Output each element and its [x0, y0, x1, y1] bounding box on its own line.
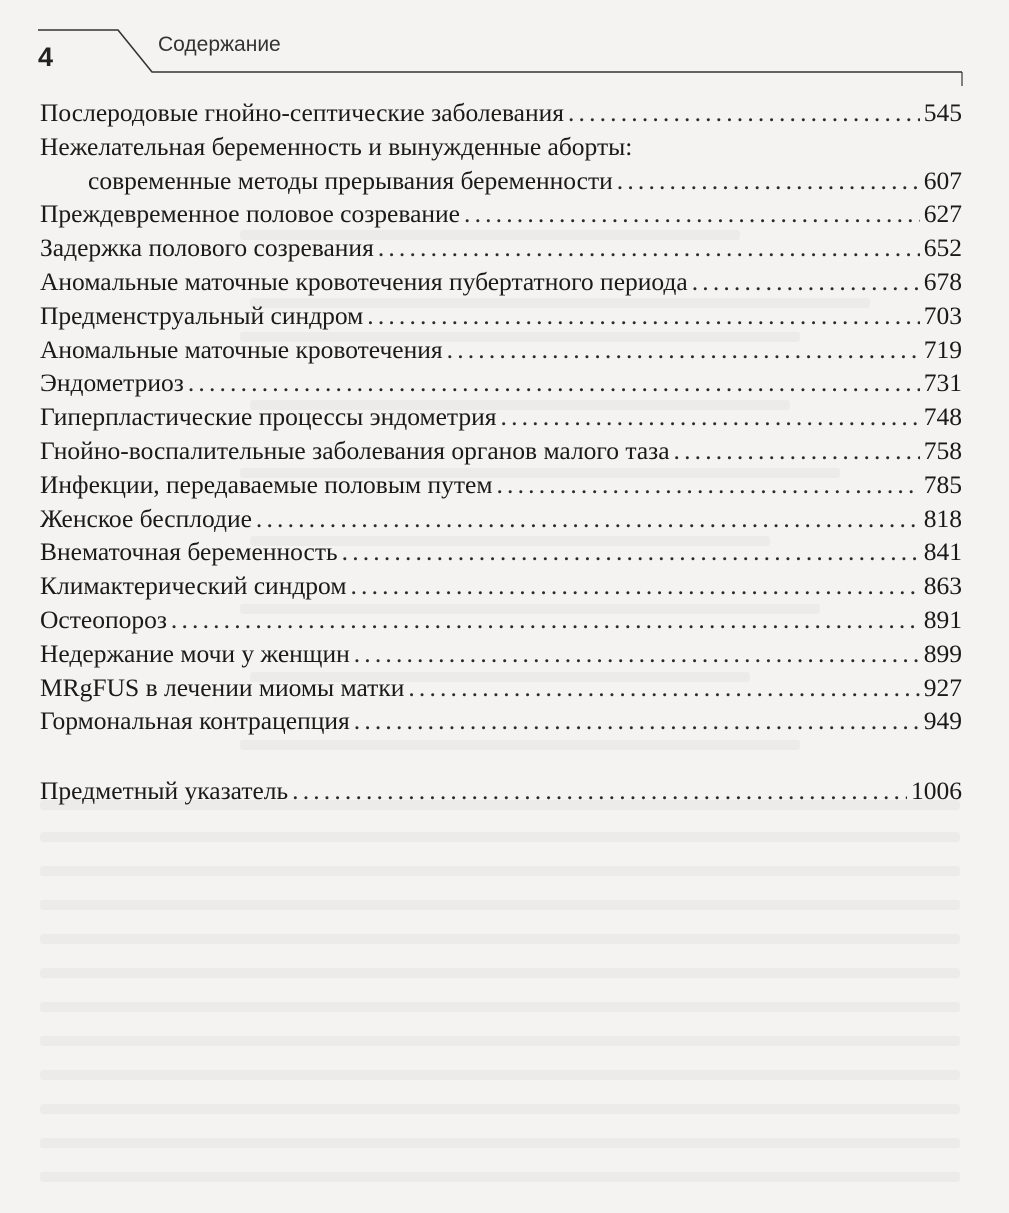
toc-entry-page: 927 — [923, 672, 962, 702]
toc-entry-continuation[interactable] — [40, 164, 962, 198]
toc-entry-page: 863 — [923, 571, 962, 601]
toc-dot-leader — [464, 197, 920, 231]
toc-dot-leader — [256, 502, 920, 536]
toc-entry[interactable] — [40, 603, 962, 637]
toc-entry[interactable] — [40, 468, 962, 502]
toc-entry-page: 1006 — [911, 776, 962, 806]
toc-entry-title: Гнойно-воспалительные заболевания органов малого таза — [40, 435, 670, 465]
toc-dot-leader — [447, 333, 920, 367]
toc-entry[interactable] — [40, 299, 962, 333]
toc-dot-leader — [342, 535, 920, 569]
toc-entry-page: 678 — [923, 266, 962, 296]
header-rule — [0, 0, 1009, 90]
toc-entry-page: 731 — [923, 368, 962, 398]
toc-entry[interactable] — [40, 434, 962, 468]
toc-entry-title: Инфекции, передаваемые половым путем — [40, 469, 493, 499]
toc-entry-title: Аномальные маточные кровотечения пубертатного периода — [40, 266, 688, 296]
toc-entry-page: 703 — [923, 300, 962, 330]
toc-dot-leader — [292, 774, 907, 808]
toc-dot-leader — [354, 637, 920, 671]
toc-entry[interactable] — [40, 366, 962, 400]
toc-entry[interactable] — [40, 197, 962, 231]
toc-entry-page: 607 — [923, 165, 962, 195]
toc-entry-title: Остеопороз — [40, 604, 167, 634]
toc-entry-title: Женское бесплодие — [40, 503, 252, 533]
toc-dot-leader — [350, 569, 919, 603]
toc-spacer — [40, 738, 962, 774]
toc-entry-page: 627 — [923, 199, 962, 229]
toc-entry-title: Гиперпластические процессы эндометрия — [40, 402, 497, 432]
toc-dot-leader — [617, 164, 920, 198]
toc-dot-leader — [171, 603, 920, 637]
toc-entry-page: 652 — [923, 233, 962, 263]
toc-entry[interactable] — [40, 400, 962, 434]
toc-entry-title: Климактерический синдром — [40, 571, 347, 601]
toc-dot-leader — [408, 671, 919, 705]
toc-dot-leader — [188, 366, 920, 400]
toc-entry-title: Внематочная беременность — [40, 537, 338, 567]
toc-dot-leader — [501, 400, 920, 434]
toc-dot-leader — [497, 468, 920, 502]
toc-entry[interactable] — [40, 671, 962, 705]
toc-entry-title: Эндометриоз — [40, 368, 184, 398]
toc-entry[interactable] — [40, 96, 962, 130]
toc-entry-title: Аномальные маточные кровотечения — [40, 334, 443, 364]
toc-entry-title: Гормональная контрацепция — [40, 706, 350, 736]
toc-dot-leader — [354, 704, 920, 738]
toc-entry-title: Предменструальный синдром — [40, 300, 364, 330]
running-head: Содержание — [158, 33, 281, 56]
toc-dot-leader — [674, 434, 920, 468]
toc-dot-leader — [367, 299, 919, 333]
toc-entry-page: 899 — [923, 638, 962, 668]
toc-entry-page: 818 — [923, 503, 962, 533]
toc-dot-leader — [378, 231, 920, 265]
toc-entry-page: 719 — [923, 334, 962, 364]
toc-entry-page: 758 — [923, 435, 962, 465]
toc-entry-page: 891 — [923, 604, 962, 634]
toc-entry[interactable] — [40, 637, 962, 671]
toc-entry-page: 545 — [923, 98, 962, 127]
toc-entry[interactable] — [40, 231, 962, 265]
toc-entry-page: 748 — [923, 402, 962, 432]
toc-entry-title: Преждевременное половое созревание — [40, 199, 461, 229]
toc-entry[interactable] — [40, 704, 962, 738]
toc-entry-title: MRgFUS в лечении миомы матки — [40, 672, 405, 702]
toc-entry-title: современные методы прерывания беременности — [88, 165, 613, 195]
toc-dot-leader — [692, 265, 920, 299]
toc-entry-title: Послеродовые гнойно-септические заболевания — [40, 98, 564, 127]
table-of-contents — [40, 96, 962, 808]
toc-entry[interactable] — [40, 569, 962, 603]
toc-entry-title: Задержка полового созревания — [40, 233, 374, 263]
toc-entry-title: Недержание мочи у женщин — [40, 638, 350, 668]
toc-entry[interactable] — [40, 333, 962, 367]
toc-entry[interactable] — [40, 535, 962, 569]
toc-entry[interactable] — [40, 265, 962, 299]
toc-entry[interactable] — [40, 502, 962, 536]
toc-entry-page: 785 — [923, 469, 962, 499]
toc-entry-title: Нежелательная беременность и вынужденные аборты: — [40, 131, 633, 161]
toc-entry-title: Предметный указатель — [40, 776, 289, 806]
toc-entry[interactable] — [40, 130, 962, 164]
toc-entry-index[interactable] — [40, 774, 962, 808]
toc-dot-leader — [568, 96, 920, 130]
toc-entry-page: 841 — [923, 537, 962, 567]
toc-entry-page: 949 — [923, 706, 962, 736]
page-number: 4 — [38, 42, 54, 72]
